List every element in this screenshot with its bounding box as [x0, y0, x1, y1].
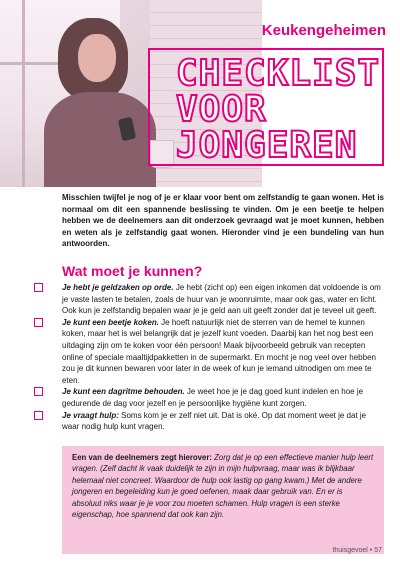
- item-lead: Je vraagt hulp:: [62, 410, 119, 420]
- item-lead: Je kunt een dagritme behouden.: [62, 387, 185, 397]
- title-line-1: CHECKLIST: [176, 53, 381, 94]
- item-text: Soms kom je er zelf niet uit. Dat is oké. Op dat moment weet je dat je waar nodig hulp kunt vragen.: [62, 410, 367, 432]
- title-line-2: VOOR: [176, 89, 267, 130]
- checklist-item: [30, 317, 384, 387]
- quote-box: [62, 446, 384, 554]
- quote-text: Zorg dat je op een effectieve manier hulp leert vragen. (Zelf dacht ik vaak duidelijk te zijn in mijn hulpvraag, maar was ik blijkbaar helemaal niet concreet. Waardoor de hulp ook lastig op gang kwam.) Met de andere jongeren en begeleiding kun je goed oefenen, maak daar gebruik van. En er is absoluut niks waar je je voor zou moeten schamen. Hulp vragen is een sterke eigenschap, hoe spannend dat ook kan zijn.: [72, 453, 374, 520]
- item-text: Je hebt (zicht op) een eigen inkomen dat voldoende is om je vaste lasten te betalen, zoals de huur van je woonruimte, maar ook gas, water en licht. Ook kun je zelfstandig bepalen waar je je geld aan uit geeft zonder dat je teveel uit geeft.: [62, 283, 381, 316]
- intro-paragraph: Misschien twijfel je nog of je er klaar voor bent om zelfstandig te gaan wonen. Het is normaal om dit een spannende beslissing te vinden. Om je een beetje te helpen hebben we de deelnemers aan dit onderzoek gevraagd wat je moet kunnen, hebben en weten als je zelfstandig gaat wonen. Hieronder vind je een bundeling van hun antwoorden.: [62, 193, 384, 249]
- item-text: Je weet hoe je je dag goed kunt indelen en hoe je gedurende de dag voor jezelf en je persoonlijke hygiëne kunt zorgen.: [62, 387, 364, 408]
- checkbox-icon[interactable]: [34, 387, 43, 396]
- item-text: Je hoeft natuurlijk niet de sterren van de hemel te kunnen koken, maar het is wel belangrijk dat je jezelf kunt voeden. Daarbij kan het nog best een uitdaging zijn om te koken voor één persoon! Maak bijvoorbeeld gebruik van recepten online of speciale maaltijdpakketten in de supermarkt. En mocht je nog veel over hebben zou je dit kunnen bewaren voor later in de week of kun je iemand uitnodigen om mee te eten.: [62, 317, 376, 385]
- quote-lead: Een van de deelnemers zegt hierover:: [72, 453, 212, 462]
- checklist: [30, 282, 384, 433]
- checklist-item: [30, 410, 384, 433]
- checkbox-icon[interactable]: [34, 411, 43, 420]
- section-label: Keukengeheimen: [261, 22, 386, 39]
- page-footer: thuisgevoel • 57: [332, 547, 382, 554]
- title-line-3: JONGEREN: [176, 125, 358, 166]
- item-lead: Je hebt je geldzaken op orde.: [62, 283, 174, 292]
- section-heading: Wat moet je kunnen?: [62, 263, 203, 279]
- item-lead: Je kunt een beetje koken.: [62, 317, 159, 327]
- checkbox-icon[interactable]: [34, 283, 43, 292]
- checkbox-icon[interactable]: [34, 318, 43, 327]
- checklist-item: [30, 282, 384, 317]
- checklist-item: [30, 386, 384, 409]
